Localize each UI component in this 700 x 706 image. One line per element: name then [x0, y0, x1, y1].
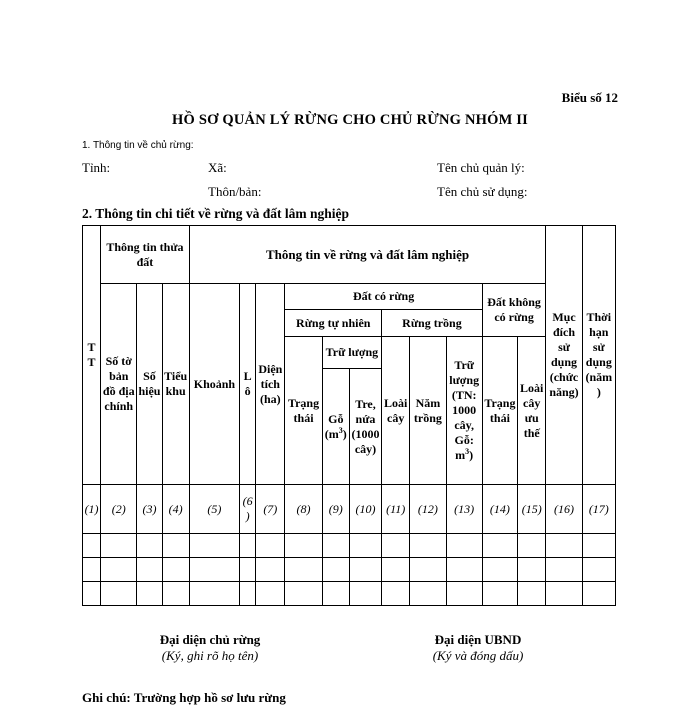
natural-forest-header: Rừng tự nhiên [285, 310, 382, 337]
map-sheet-header: Số tờ bản đồ địa chính [101, 284, 137, 485]
col-number: (11) [382, 485, 410, 534]
parcel-number-header: Số hiệu [137, 284, 162, 485]
col-number: (8) [285, 485, 322, 534]
purpose-header: Mục đích sử dụng (chức năng) [546, 226, 582, 485]
parcel-info-header: Thông tin thửa đất [101, 226, 190, 284]
tinh-label: Tỉnh: [82, 160, 111, 175]
col-number: (4) [162, 485, 189, 534]
blank-row [83, 534, 616, 558]
ubnd-signature-title: Đại diện UBND [434, 632, 522, 647]
section-1-heading: 1. Thông tin về chủ rừng: [82, 140, 194, 151]
col-number: (17) [582, 485, 615, 534]
footer-note: Ghi chú: Trường hợp hồ sơ lưu rừng [82, 690, 286, 705]
col-number: (2) [101, 485, 137, 534]
forested-land-header: Đất có rừng [285, 284, 482, 310]
dominant-species-header: Loài cây ưu thế [518, 337, 546, 485]
duration-header: Thời hạn sử dụng (năm) [582, 226, 615, 485]
status-unforested-header: Trạng thái [482, 337, 517, 485]
col-number: (13) [446, 485, 482, 534]
owner-manager-label: Tên chủ quản lý: [437, 160, 525, 175]
volume-planted-header: Trữ lượng (TN: 1000 cây, Gỗ: $m^3$) [446, 337, 482, 485]
bamboo-header: Tre, nứa (1000 cây) [349, 369, 381, 485]
status-header: Trạng thái [285, 337, 322, 485]
planting-year-header: Năm trồng [410, 337, 446, 485]
section-2-heading: 2. Thông tin chi tiết về rừng và đất lâm nghiệp [82, 206, 350, 221]
ubnd-signature-note: (Ký và đóng dấu) [432, 648, 524, 663]
owner-user-label: Tên chủ sử dụng: [437, 184, 528, 199]
col-tt-header: TT [83, 226, 101, 485]
owner-signature-block [130, 632, 290, 664]
lot-header: Lô [240, 284, 256, 485]
planted-forest-header: Rừng trồng [382, 310, 483, 337]
col-number: (3) [137, 485, 162, 534]
column-number-row [83, 485, 616, 534]
col-number: (16) [546, 485, 582, 534]
compartment-header: Khoảnh [189, 284, 239, 485]
species-header: Loài cây [382, 337, 410, 485]
col-number: (9) [322, 485, 349, 534]
area-header: Diện tích (ha) [256, 284, 285, 485]
ubnd-signature-block [398, 632, 558, 664]
unforested-land-header: Đất không có rừng [482, 284, 546, 337]
village-label: Thôn/bản: [208, 184, 262, 199]
volume-natural-header: Trữ lượng [322, 337, 381, 369]
col-number: (14) [482, 485, 517, 534]
blank-row [83, 558, 616, 582]
col-number: (1) [83, 485, 101, 534]
owner-signature-note: (Ký, ghi rõ họ tên) [161, 648, 259, 663]
col-number: (12) [410, 485, 446, 534]
owner-signature-title: Đại diện chủ rừng [159, 632, 261, 647]
sub-zone-header: Tiểu khu [162, 284, 189, 485]
col-number: (15) [518, 485, 546, 534]
forest-info-header: Thông tin về rừng và đất lâm nghiệp [189, 226, 546, 284]
form-code: Biểu số 12 [561, 90, 618, 105]
col-number: (6) [240, 485, 256, 534]
forest-record-table [82, 225, 616, 606]
xa-label: Xã: [208, 160, 227, 175]
col-number: (5) [189, 485, 239, 534]
col-number: (10) [349, 485, 381, 534]
blank-row [83, 582, 616, 606]
page-title: HỒ SƠ QUẢN LÝ RỪNG CHO CHỦ RỪNG NHÓM II [172, 112, 528, 128]
timber-header: Gỗ $(m^3)$ [322, 369, 349, 485]
col-number: (7) [256, 485, 285, 534]
